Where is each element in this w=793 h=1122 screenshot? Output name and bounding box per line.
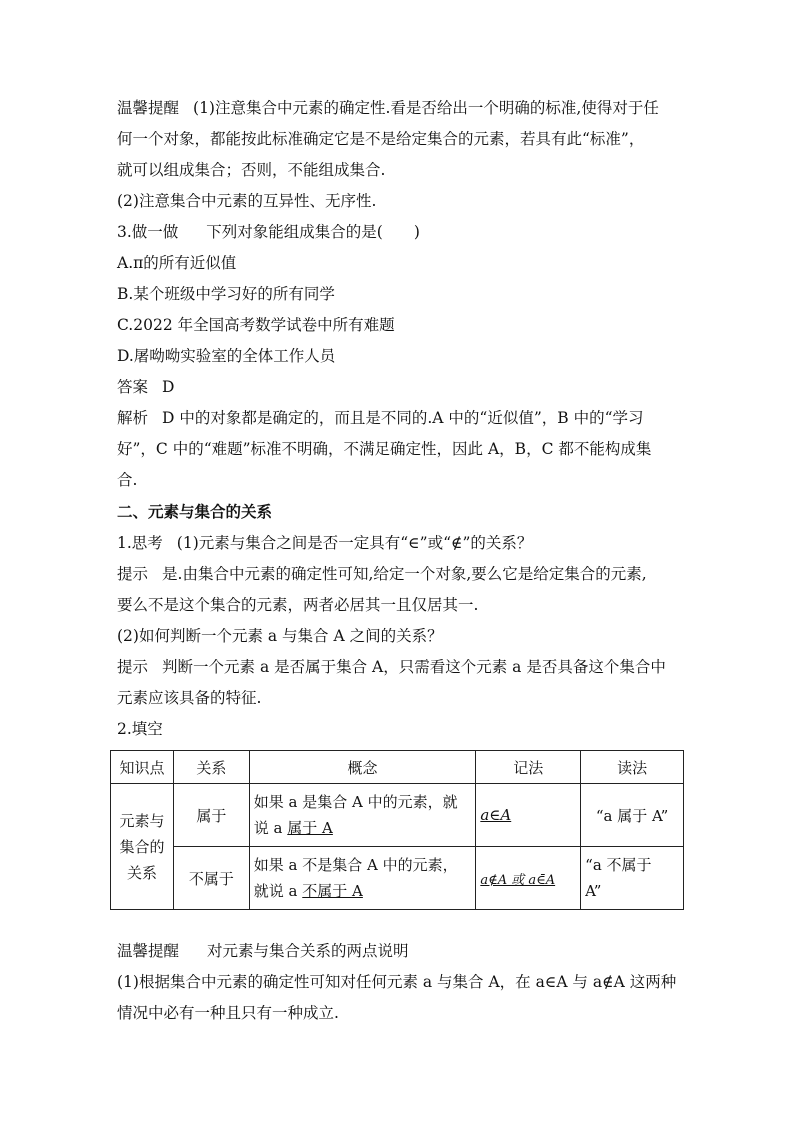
analysis-line2: 好”，C 中的“难题”标准不明确，不满足确定性，因此 A，B，C 都不能构成集 — [117, 440, 652, 458]
reading-cell — [581, 847, 684, 910]
knowledge-table — [110, 750, 684, 910]
concept-cell — [249, 784, 476, 847]
hint1-line2: 要么不是这个集合的元素，两者必居其一且仅居其一. — [117, 596, 479, 614]
answer-label: 答案 — [117, 378, 149, 396]
header-cell: 记法 — [476, 751, 581, 784]
header-cell: 读法 — [581, 751, 684, 784]
concept-underlined: 不属于 A — [302, 882, 363, 900]
think-label: 1.思考 — [117, 534, 163, 552]
topic-text: 集合的 — [119, 837, 165, 856]
concept-text — [254, 815, 472, 841]
analysis-label: 解析 — [117, 409, 149, 427]
hint1-text: 是.由集合中元素的确定性可知,给定一个对象,要么它是给定集合的元素, — [162, 565, 647, 583]
reading-text: A” — [585, 882, 602, 900]
hint-label: 提示 — [117, 658, 149, 676]
notation-text: a∈A — [480, 806, 512, 824]
concept-underlined: 属于 A — [287, 819, 333, 837]
notation-cell — [476, 784, 581, 847]
header-cell: 知识点 — [111, 751, 174, 784]
reading-text: “a 不属于 — [585, 856, 652, 874]
hint-label: 提示 — [117, 565, 149, 583]
header-cell: 关系 — [173, 751, 249, 784]
option-b: B.某个班级中学习好的所有同学 — [117, 285, 335, 303]
concept-cell — [249, 847, 476, 910]
table-row — [111, 847, 684, 910]
tip1-text: (1)注意集合中元素的确定性.看是否给出一个明确的标准,使得对于任 — [193, 99, 659, 117]
analysis-line3: 合. — [117, 471, 138, 489]
tip3-text: 对元素与集合关系的两点说明 — [207, 942, 409, 960]
tip1-line2: 何一个对象，都能按此标准确定它是不是给定集合的元素，若具有此“标准”， — [117, 130, 645, 148]
relation-cell: 不属于 — [173, 847, 249, 910]
hint1-line1 — [117, 564, 647, 584]
concept-pre: 就说 a — [253, 882, 303, 900]
tip3 — [117, 941, 409, 961]
concept-text: 如果 a 是集合 A 中的元素，就 — [253, 793, 458, 811]
think-q2: (2)如何判断一个元素 a 与集合 A 之间的关系？ — [117, 627, 443, 645]
option-a: A.π的所有近似值 — [117, 254, 237, 272]
notation-text: a∉A 或 a∈̄A — [480, 872, 556, 888]
concept-pre: 说 a — [253, 819, 288, 837]
table-row — [111, 784, 684, 847]
topic-text: 元素与 — [119, 811, 165, 830]
think-q1 — [117, 533, 532, 553]
analysis-text: D 中的对象都是确定的，而且是不同的.A 中的“近似值”，B 中的“学习 — [162, 409, 644, 427]
tip-label: 温馨提醒 — [117, 99, 180, 117]
option-d: D.屠呦呦实验室的全体工作人员 — [117, 347, 336, 365]
header-cell: 概念 — [249, 751, 476, 784]
reading-cell: “a 属于 A” — [581, 784, 684, 847]
concept-text: 如果 a 不是集合 A 中的元素， — [253, 856, 458, 874]
topic-text: 关系 — [126, 863, 157, 882]
topic-cell — [111, 784, 174, 910]
fill-heading: 2.填空 — [117, 720, 163, 738]
note1-line2: 情况中必有一种且只有一种成立. — [117, 1004, 339, 1022]
notation-cell — [476, 847, 581, 910]
question-label: 3.做一做 — [117, 223, 179, 241]
concept-text — [254, 878, 472, 904]
note1-line1: (1)根据集合中元素的确定性可知对任何元素 a 与集合 A，在 a∈A 与 a∉A 这两种 — [117, 973, 677, 991]
hint2-line2: 元素应该具备的特征. — [117, 689, 262, 707]
hint2-text: 判断一个元素 a 是否属于集合 A，只需看这个元素 a 是否具备这个集合中 — [162, 658, 666, 676]
question-text: 下列对象能组成集合的是( ) — [206, 223, 420, 241]
relation-cell: 属于 — [173, 784, 249, 847]
think-q1-text: (1)元素与集合之间是否一定具有“∈”或“∉”的关系？ — [176, 534, 533, 552]
answer — [117, 377, 174, 397]
tip1-line3: 就可以组成集合；否则，不能组成集合. — [117, 161, 386, 179]
tip2: (2)注意集合中元素的互异性、无序性. — [117, 192, 377, 210]
section-heading: 二、元素与集合的关系 — [117, 502, 273, 521]
question-stem — [117, 222, 420, 242]
answer-value: D — [162, 378, 175, 396]
tip1-line1 — [117, 98, 659, 118]
table-header-row — [111, 751, 684, 784]
option-c: C.2022 年全国高考数学试卷中所有难题 — [117, 316, 395, 334]
hint2-line1 — [117, 657, 666, 677]
analysis-line1 — [117, 408, 644, 428]
tip-label: 温馨提醒 — [117, 942, 180, 960]
